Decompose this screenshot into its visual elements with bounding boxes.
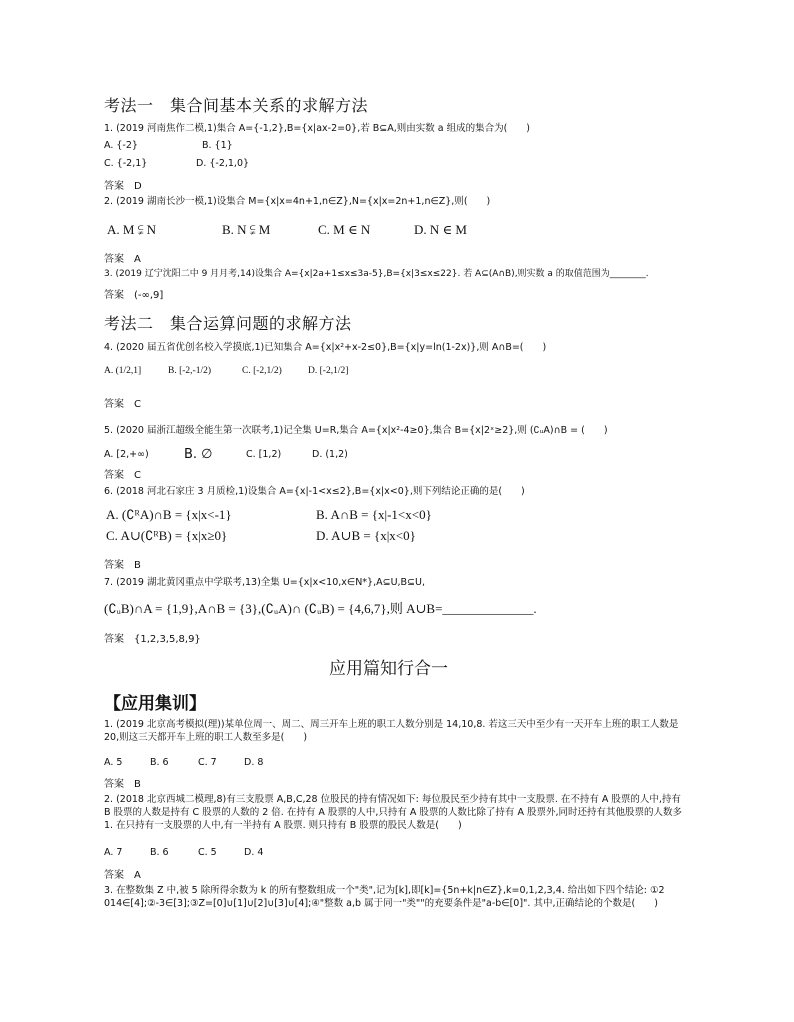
question-2-stem: 2. (2019 湖南长沙一模,1)设集合 M={x|x=4n+1,n∈Z},N={x|x=2n+1,n∈Z},则( ): [104, 196, 491, 207]
question-3-answer: 答案 (-∞,9]: [104, 290, 164, 301]
question-2-option-c: C. M ∈ N: [318, 222, 371, 237]
question-1-answer: 答案 D: [104, 181, 142, 192]
question-1-option-d: D. {-2,1,0}: [196, 158, 250, 169]
question-1-option-a: A. {-2}: [104, 140, 138, 151]
question-4-option-c: C. [-2,1/2): [242, 366, 282, 376]
application-problem-2-option-c: C. 5: [198, 847, 217, 858]
question-6-option-b: B. A∩B = {x|-1<x<0}: [316, 507, 432, 522]
question-4-answer: 答案 C: [104, 399, 141, 410]
question-1-stem: 1. (2019 河南焦作二模,1)集合 A={-1,2},B={x|ax-2=0},若 B⊆A,则由实数 a 组成的集合为( ): [104, 123, 530, 134]
question-4-option-b: B. [-2,-1/2): [168, 366, 212, 376]
application-problem-2-option-d: D. 4: [244, 847, 264, 858]
section-heading-2: 考法二 集合运算问题的求解方法: [104, 314, 352, 333]
application-problem-1-option-c: C. 7: [198, 757, 217, 768]
section-heading-1: 考法一 集合间基本关系的求解方法: [104, 96, 369, 115]
application-problem-2-option-a: A. 7: [104, 847, 123, 858]
question-6-answer: 答案 B: [104, 560, 141, 571]
application-problem-2-option-b: B. 6: [150, 847, 169, 858]
question-7-condition-line: (∁ᵤB)∩A = {1,9},A∩B = {3},(∁ᵤA)∩ (∁ᵤB) = {4,6,7},则 A∪B=______________.: [104, 601, 537, 616]
question-2-option-b: B. N ⫋ M: [222, 222, 271, 237]
question-7-answer: 答案 {1,2,3,5,8,9}: [104, 634, 201, 645]
question-2-option-a: A. M ⫋ N: [107, 222, 157, 237]
question-4-stem: 4. (2020 届五省优创名校入学摸底,1)已知集合 A={x|x²+x-2≤0},B={x|y=ln(1-2x)},则 A∩B=( ): [104, 342, 547, 353]
application-problem-1-stem: 1. (2019 北京高考模拟(理))某单位周一、周二、周三开车上班的职工人数分别是 14,10,8. 若这三天中至少有一天开车上班的职工人数是 20,则这三天都开车上班的职工人数至多是( ): [104, 719, 679, 743]
application-problem-1-option-a: A. 5: [104, 757, 123, 768]
application-problem-2-answer: 答案 A: [104, 870, 141, 881]
question-2-option-d: D. N ∈ M: [414, 222, 467, 237]
question-2-answer: 答案 A: [104, 254, 141, 265]
question-6-option-a: A. (∁ᴿA)∩B = {x|x<-1}: [106, 507, 232, 522]
question-6-stem: 6. (2018 河北石家庄 3 月质检,1)设集合 A={x|-1<x≤2},B={x|x<0},则下列结论正确的是( ): [104, 486, 525, 497]
application-section-title: 【应用集训】: [104, 694, 206, 714]
question-4-option-d: D. [-2,1/2]: [308, 366, 349, 376]
question-3-stem: 3. (2019 辽宁沈阳二中 9 月月考,14)设集合 A={x|2a+1≤x≤3a-5},B={x|3≤x≤22}. 若 A⊆(A∩B),则实数 a 的取值范围为________.: [104, 269, 649, 279]
application-problem-3-stem: 3. 在整数集 Z 中,被 5 除所得余数为 k 的所有整数组成一个"类",记为[k],即[k]={5n+k|n∈Z},k=0,1,2,3,4. 给出如下四个结论: ①2 014∈[4];②-3∈[3];③Z=[0]∪[1]∪[2]∪[3]∪[4];④"整数 a,b 属于同一"类""的充要条件是"a-b∈[0]". 其中,正确结论的个数是( ): [104, 885, 665, 909]
question-5-answer: 答案 C: [104, 470, 141, 481]
question-1-option-c: C. {-2,1}: [104, 158, 148, 169]
application-chapter-title: 应用篇知行合一: [329, 659, 448, 679]
application-problem-1-option-b: B. 6: [150, 757, 169, 768]
question-6-option-d: D. A∪B = {x|x<0}: [316, 528, 416, 543]
question-5-option-d: D. (1,2): [312, 449, 348, 460]
question-5-option-c: C. [1,2): [246, 449, 282, 460]
question-5-stem: 5. (2020 届浙江超级全能生第一次联考,1)记全集 U=R,集合 A={x|x²-4≥0},集合 B={x|2ˣ≥2},则 (∁ᵤA)∩B = ( ): [104, 425, 608, 436]
question-5-option-a: A. [2,+∞): [104, 449, 149, 460]
question-6-option-c: C. A∪(∁ᴿB) = {x|x≥0}: [106, 528, 228, 543]
question-4-option-a: A. (1/2,1]: [104, 366, 142, 376]
question-5-option-b: B. ∅: [184, 447, 213, 462]
question-1-option-b: B. {1}: [202, 140, 233, 151]
application-problem-2-stem: 2. (2018 北京西城二模理,8)有三支股票 A,B,C,28 位股民的持有情况如下: 每位股民至少持有其中一支股票. 在不持有 A 股票的人中,持有 B 股票的人数是持有 C 股票的人数的 2 倍. 在持有 A 股票的人中,只持有 A 股票的人数比除了持有 A 股票外,同时还持有其他股票的人数多 1. 在只持有一支股票的人中,有一半持有 A 股票. 则只持有 B 股票的股民人数是( ): [104, 794, 682, 831]
application-problem-1-answer: 答案 B: [104, 779, 141, 790]
application-problem-1-option-d: D. 8: [244, 757, 264, 768]
question-7-stem: 7. (2019 湖北黄冈重点中学联考,13)全集 U={x|x<10,x∈N*},A⊆U,B⊆U,: [104, 577, 425, 588]
